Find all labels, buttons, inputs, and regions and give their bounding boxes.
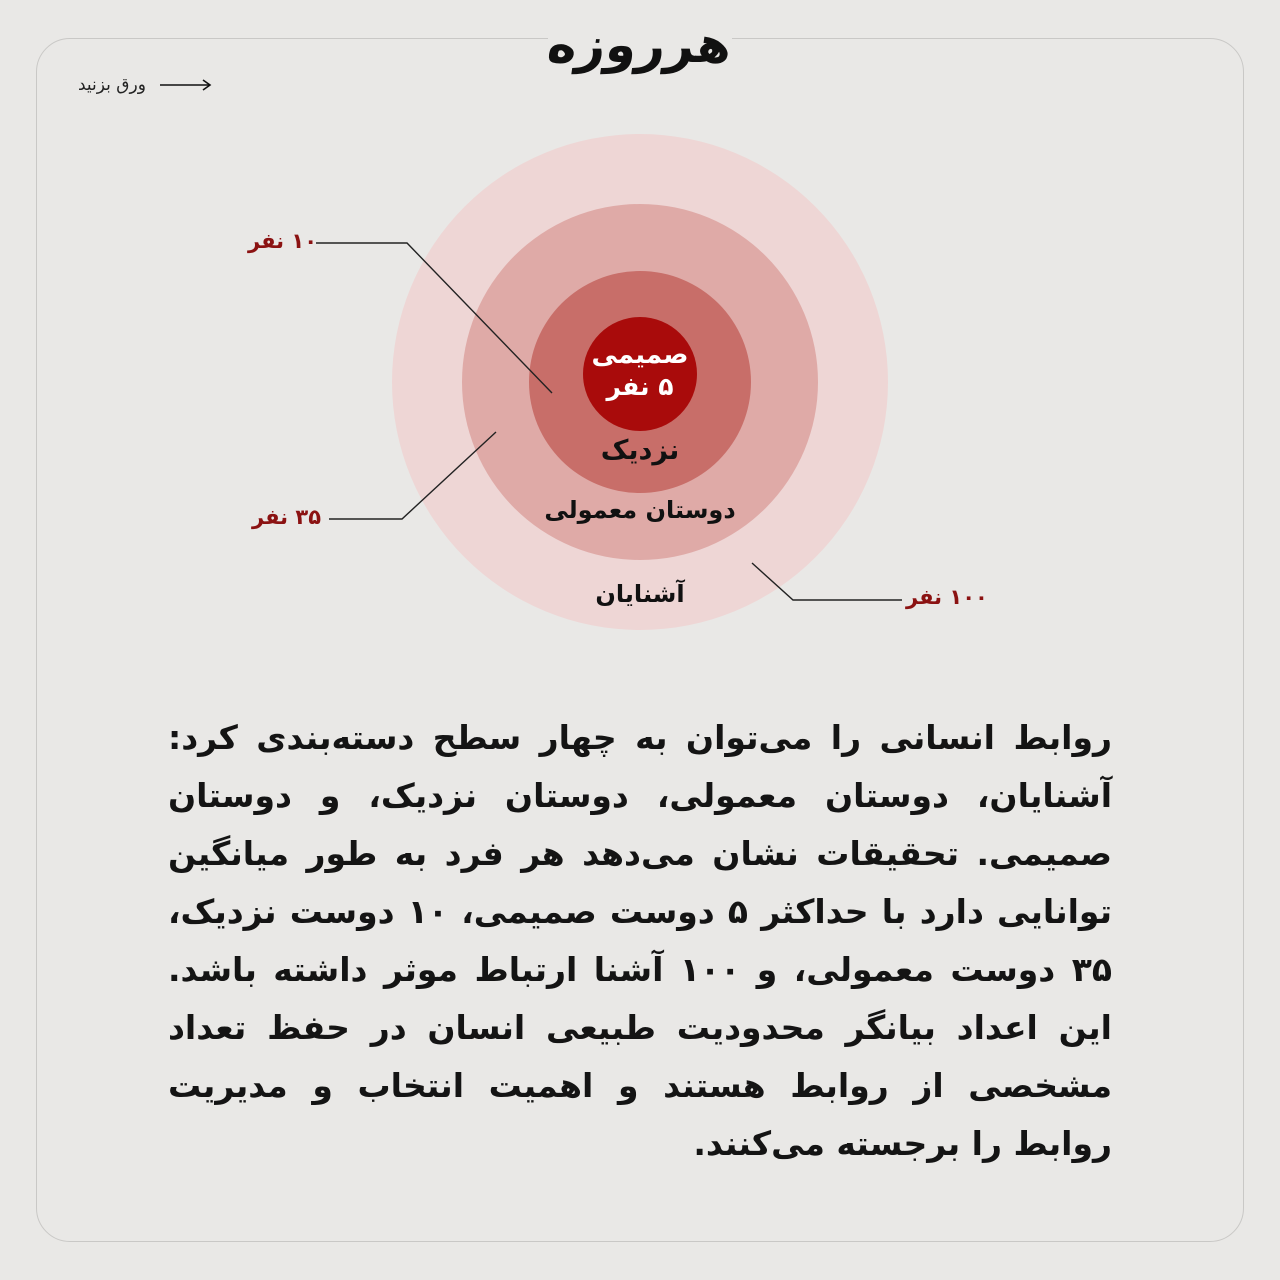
close-label: نزدیک <box>600 435 680 466</box>
casual-label: دوستان معمولی <box>544 496 736 524</box>
intimate-count-label: ۵ نفر <box>606 372 674 401</box>
logo-text: هرروزه <box>543 16 737 74</box>
description-paragraph: روابط انسانی را می‌توان به چهار سطح دسته‌بندی کرد: آشنایان، دوستان معمولی، دوستان نزدیک، و دوستان صمیمی. تحقیقات نشان می‌دهد هر فرد به طور میانگین توانایی دارد با حداکثر ۵ دوست صمیمی، ۱۰ دوست نزدیک، ۳۵ دوست معمولی، و ۱۰۰ آشنا ارتباط موثر داشته باشد. این اعداد بیانگر محدودیت طبیعی انسان در حفظ تعداد مشخصی از روابط هستند و اهمیت انتخاب و مدیریت روابط را برجسته می‌کنند. <box>168 718 1113 1163</box>
intimate-label: صمیمی <box>591 340 689 370</box>
swipe-label: ورق بزنید <box>78 75 146 95</box>
close-count-callout: ۱۰ نفر <box>248 229 318 253</box>
acquaintances-label: آشنایان <box>595 580 685 608</box>
casual-count-callout: ۳۵ نفر <box>252 505 322 529</box>
acquaintances-count-callout: ۱۰۰ نفر <box>906 585 988 609</box>
